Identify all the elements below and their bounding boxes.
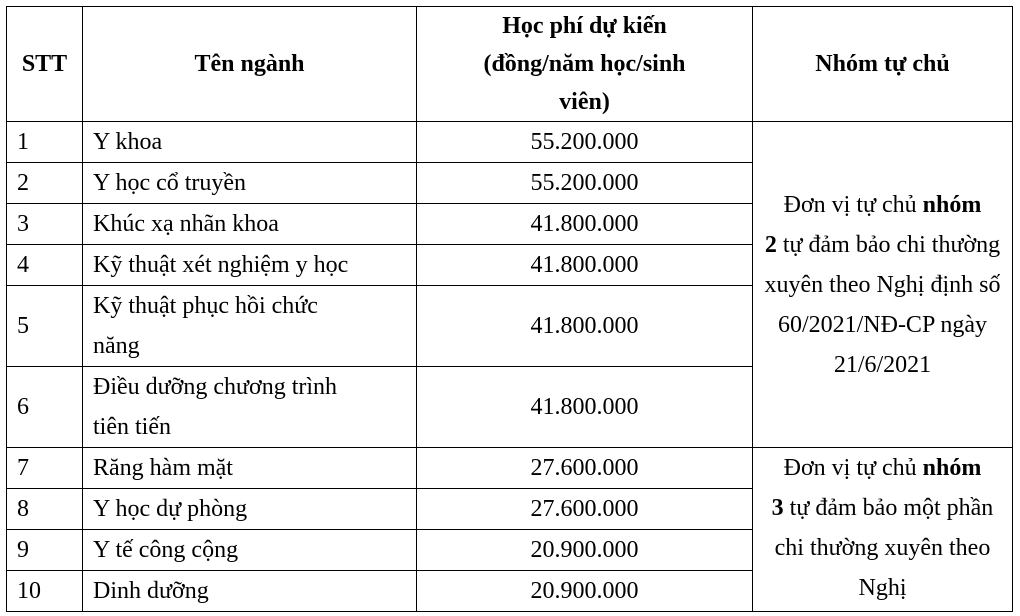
row-fee: 41.800.000 [417,367,753,448]
row-stt: 1 [7,122,83,163]
row-fee: 27.600.000 [417,489,753,530]
group2-bold-number: 2 [764,231,777,258]
row-major-name: Y tế công cộng [83,530,417,571]
header-major-name: Tên ngành [83,7,417,122]
row-major-name: Y học dự phòng [83,489,417,530]
row-major-name: Y khoa [83,122,417,163]
group2-text-pre: Đơn vị tự chủ [783,191,923,218]
header-autonomy-group: Nhóm tự chủ [753,7,1013,122]
row-major-name-line1: Kỹ thuật phục hồi chức [93,293,318,319]
group2-text-post: tự đảm bảo chi thường xuyên theo Nghị định số 60/2021/NĐ-CP ngày 21/6/2021 [764,231,1001,378]
group3-bold-word: nhóm [922,455,982,481]
row-fee: 41.800.000 [417,286,753,367]
header-fee-line1: Học phí dự kiến [502,13,667,39]
row-major-name-line1: Điều dưỡng chương trình [93,374,338,400]
table-row [7,122,1013,163]
header-fee-line2: (đồng/năm học/sinh [483,51,686,77]
autonomy-group-2 [753,122,1013,448]
header-row [7,7,1013,122]
row-fee: 55.200.000 [417,122,753,163]
row-stt: 5 [7,286,83,367]
row-stt: 2 [7,163,83,204]
row-fee: 27.600.000 [417,448,753,489]
row-stt: 6 [7,367,83,448]
table-row [7,448,1013,489]
row-fee: 41.800.000 [417,245,753,286]
row-fee: 20.900.000 [417,530,753,571]
row-stt: 10 [7,571,83,612]
row-major-name: Y học cổ truyền [83,163,417,204]
header-stt: STT [7,7,83,122]
row-stt: 4 [7,245,83,286]
tuition-fee-table [6,6,1013,612]
autonomy-group-3 [753,448,1013,612]
row-major-name: Kỹ thuật xét nghiệm y học [83,245,417,286]
group3-text-block [763,448,1002,608]
header-fee-line3: viên) [559,89,610,115]
row-major-name-line2: tiên tiến [93,414,171,440]
row-fee: 41.800.000 [417,204,753,245]
row-major-name [83,367,417,448]
row-stt: 8 [7,489,83,530]
row-major-name-line2: năng [93,333,140,359]
row-fee: 55.200.000 [417,163,753,204]
row-major-name [83,286,417,367]
row-stt: 7 [7,448,83,489]
group3-text-pre: Đơn vị tự chủ [783,455,923,481]
group2-bold-word: nhóm [922,191,982,218]
row-stt: 3 [7,204,83,245]
row-fee: 20.900.000 [417,571,753,612]
group3-bold-number: 3 [771,495,784,521]
group3-text-post: tự đảm bảo một phần chi thường xuyên theo Nghị [774,495,994,601]
header-expected-fee [417,7,753,122]
row-major-name: Khúc xạ nhãn khoa [83,204,417,245]
row-major-name: Răng hàm mặt [83,448,417,489]
row-major-name: Dinh dưỡng [83,571,417,612]
row-stt: 9 [7,530,83,571]
